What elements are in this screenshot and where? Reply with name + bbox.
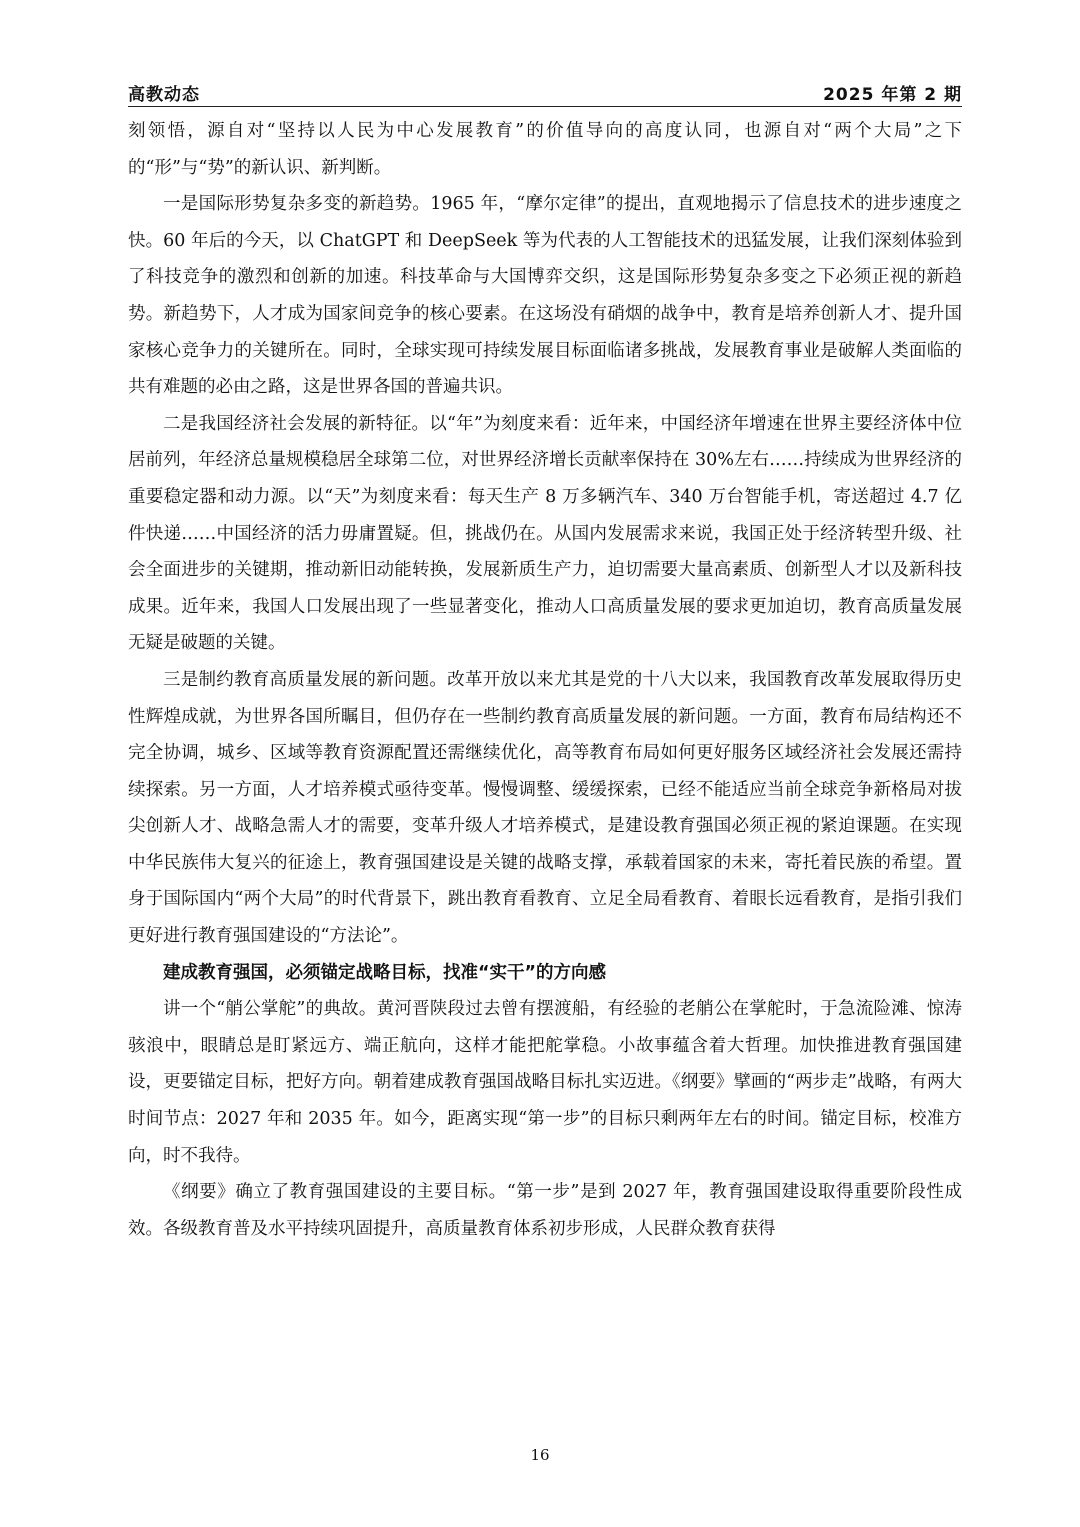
body-text <box>128 113 962 1247</box>
paragraph-international-trend: 一是国际形势复杂多变的新趋势。1965 年，“摩尔定律”的提出，直观地揭示了信息技术的进步速度之快。60 年后的今天，以 ChatGPT 和 DeepSeek 等为代表的人工智能技术的迅猛发展，让我们深刻体验到了科技竞争的激烈和创新的加速。科技革命与大国博弈交织，这是国际形势复杂多变之下必须正视的新趋势。新趋势下，人才成为国家间竞争的核心要素。在这场没有硝烟的战争中，教育是培养创新人才、提升国家核心竞争力的关键所在。同时，全球实现可持续发展目标面临诸多挑战，发展教育事业是破解人类面临的共有难题的必由之路，这是世界各国的普遍共识。 <box>128 194 962 398</box>
paragraph-helmsman-story: 讲一个“艄公掌舵”的典故。黄河晋陕段过去曾有摆渡船，有经验的老艄公在掌舵时，于急流险滩、惊涛骇浪中，眼睛总是盯紧远方、端正航向，这样才能把舵掌稳。小故事蕴含着大哲理。加快推进教育强国建设，更要锚定目标，把好方向。朝着建成教育强国战略目标扎实迈进。《纲要》擘画的“两步走”战略，有两大时间节点：2027 年和 2035 年。如今，距离实现“第一步”的目标只剩两年左右的时间。锚定目标，校准方向，时不我待。 <box>128 999 962 1166</box>
paragraph-continuation: 刻领悟，源自对“坚持以人民为中心发展教育”的价值导向的高度认同，也源自对“两个大局”之下的“形”与“势”的新认识、新判断。 <box>128 121 962 178</box>
page-number: 16 <box>530 1446 550 1464</box>
paragraph-education-problems: 三是制约教育高质量发展的新问题。改革开放以来尤其是党的十八大以来，我国教育改革发展取得历史性辉煌成就，为世界各国所瞩目，但仍存在一些制约教育高质量发展的新问题。一方面，教育布局结构还不完全协调，城乡、区域等教育资源配置还需继续优化，高等教育布局如何更好服务区域经济社会发展还需持续探索。另一方面，人才培养模式亟待变革。慢慢调整、缓缓探索，已经不能适应当前全球竞争新格局对拔尖创新人才、战略急需人才的需要，变革升级人才培养模式，是建设教育强国必须正视的紧迫课题。在实现中华民族伟大复兴的征途上，教育强国建设是关键的战略支撑，承载着国家的未来，寄托着民族的希望。置身于国际国内“两个大局”的时代背景下，跳出教育看教育、立足全局看教育、着眼长远看教育，是指引我们更好进行教育强国建设的“方法论”。 <box>128 669 962 947</box>
section-heading: 建成教育强国，必须锚定战略目标，找准“实干”的方向感 <box>163 962 607 983</box>
issue-label: 2025 年第 2 期 <box>823 85 962 105</box>
journal-name: 高教动态 <box>128 85 200 105</box>
running-header <box>128 76 962 107</box>
paragraph-economic-features: 二是我国经济社会发展的新特征。以“年”为刻度来看：近年来，中国经济年增速在世界主要经济体中位居前列，年经济总量规模稳居全球第二位，对世界经济增长贡献率保持在 30%左右……持续成为世界经济的重要稳定器和动力源。以“天”为刻度来看：每天生产 8 万多辆汽车、340 万台智能手机，寄送超过 4.7 亿件快递……中国经济的活力毋庸置疑。但，挑战仍在。从国内发展需求来说，我国正处于经济转型升级、社会全面进步的关键期，推动新旧动能转换，发展新质生产力，迫切需要大量高素质、创新型人才以及新科技成果。近年来，我国人口发展出现了一些显著变化，推动人口高质量发展的要求更加迫切，教育高质量发展无疑是破题的关键。 <box>128 413 962 654</box>
paragraph-main-goals: 《纲要》确立了教育强国建设的主要目标。“第一步”是到 2027 年，教育强国建设取得重要阶段性成效。各级教育普及水平持续巩固提升，高质量教育体系初步形成，人民群众教育获得 <box>128 1182 962 1239</box>
